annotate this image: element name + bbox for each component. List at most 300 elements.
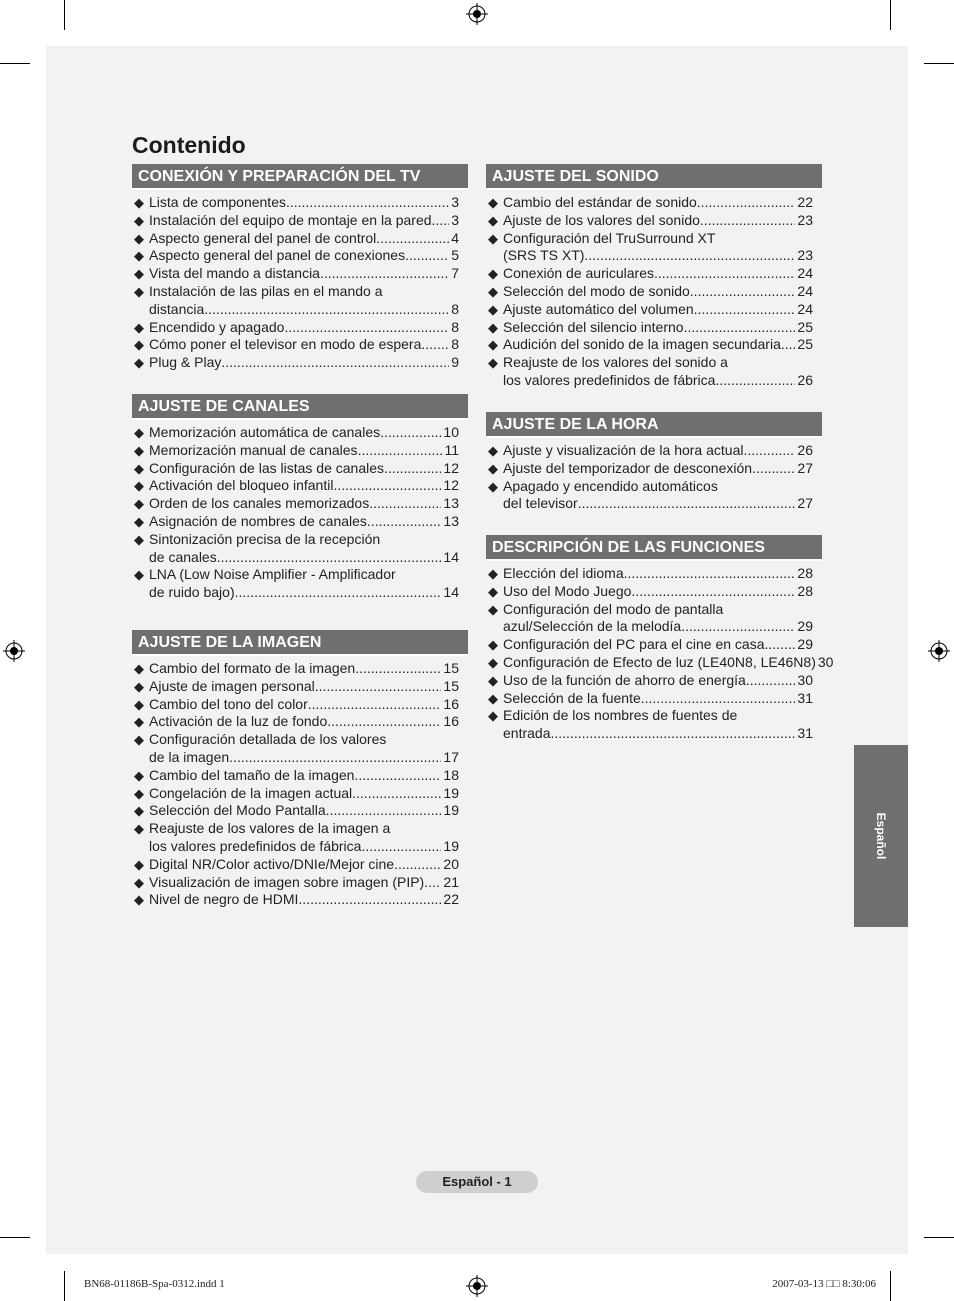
toc-entry-text: Audición del sonido de la imagen secundaria (503, 336, 781, 353)
dot-leader (715, 372, 795, 390)
toc-page-number: 16 (443, 713, 459, 730)
toc-page-number: 14 (443, 548, 459, 565)
toc-entry (132, 713, 468, 731)
toc-entry-line (149, 212, 459, 230)
toc-entry-text: Plug & Play (149, 354, 222, 371)
toc-page-number: 12 (443, 459, 459, 476)
dot-leader (694, 301, 796, 319)
toc-section-conexion (132, 164, 468, 372)
toc-entry-text: Visualización de imagen sobre imagen (PIP) (149, 873, 425, 890)
dot-leader (284, 319, 449, 337)
toc-page-number: 18 (443, 766, 459, 783)
toc-entry-text: Conexión de auriculares (503, 265, 654, 282)
toc-page-number: 9 (451, 354, 459, 371)
diamond-bullet-icon: ◆ (134, 478, 144, 494)
diamond-bullet-icon: ◆ (488, 212, 498, 228)
toc-page-number: 23 (797, 211, 813, 228)
toc-entry (132, 247, 468, 265)
toc-entry-text: Memorización manual de canales (149, 441, 358, 458)
toc-entry-line (149, 265, 459, 283)
toc-page-number: 19 (443, 784, 459, 801)
dot-leader (624, 565, 796, 583)
diamond-bullet-icon: ◆ (134, 531, 144, 547)
dot-leader (584, 247, 795, 265)
page-title: Contenido (132, 132, 246, 158)
toc-entry (132, 477, 468, 495)
diamond-bullet-icon: ◆ (134, 874, 144, 890)
crop-mark (64, 0, 65, 30)
diamond-bullet-icon: ◆ (488, 583, 498, 599)
dot-leader (681, 618, 795, 636)
toc-page-number: 27 (797, 459, 813, 476)
toc-entry-line (503, 319, 813, 337)
toc-page-number: 30 (797, 671, 813, 688)
registration-mark-icon (466, 3, 488, 25)
toc-list (132, 656, 468, 909)
dot-leader (352, 785, 441, 803)
toc-entry-line (503, 194, 813, 212)
toc-entry-text: Digital NR/Color activo/DNIe/Mejor cine (149, 855, 395, 872)
toc-entry-text: Reajuste de los valores del sonido a (503, 354, 728, 371)
registration-mark-icon (3, 640, 25, 662)
toc-entry-line (503, 372, 813, 390)
toc-entry-text: Cambio del tono del color (149, 695, 308, 712)
toc-entry-text: Elección del idioma (503, 565, 624, 581)
toc-entry-text: de ruido bajo) (149, 584, 235, 601)
toc-page-number: 22 (797, 194, 813, 210)
dot-leader (369, 495, 441, 513)
toc-entry (486, 265, 822, 283)
toc-entry-line (149, 230, 459, 248)
toc-entry-text: Ajuste de los valores del sonido (503, 211, 700, 228)
toc-entry (132, 785, 468, 803)
crop-mark (0, 1237, 30, 1238)
toc-entry (132, 566, 468, 602)
toc-entry-line (503, 442, 813, 460)
toc-page-number: 14 (443, 584, 459, 601)
toc-page-number: 25 (797, 336, 813, 353)
diamond-bullet-icon: ◆ (488, 283, 498, 299)
toc-entry-text: Congelación de la imagen actual (149, 784, 353, 801)
print-slug-file: BN68-01186B-Spa-0312.indd 1 (84, 1278, 225, 1290)
diamond-bullet-icon: ◆ (488, 690, 498, 706)
toc-entry (132, 802, 468, 820)
dot-leader (684, 319, 796, 337)
section-heading: CONEXIÓN Y PREPARACIÓN DEL TV (132, 164, 468, 190)
toc-entry-text: Reajuste de los valores de la imagen a (149, 820, 391, 837)
diamond-bullet-icon: ◆ (134, 856, 144, 872)
toc-entry-text: Configuración del TruSurround XT (503, 229, 716, 246)
diamond-bullet-icon: ◆ (488, 337, 498, 353)
dot-leader (697, 194, 796, 212)
toc-page-number: 15 (443, 677, 459, 694)
toc-entry-line (503, 618, 813, 636)
toc-entry (132, 442, 468, 460)
toc-page-number: 31 (797, 725, 813, 742)
toc-entry (486, 636, 822, 654)
toc-page-number: 16 (443, 695, 459, 712)
diamond-bullet-icon: ◆ (488, 708, 498, 724)
dot-leader (326, 802, 442, 820)
toc-entry-line (149, 319, 459, 337)
toc-entry (132, 767, 468, 785)
registration-mark-icon (466, 1275, 488, 1297)
toc-entry-text: Selección del silencio interno (503, 318, 684, 335)
dot-leader (320, 265, 449, 283)
diamond-bullet-icon: ◆ (134, 661, 144, 676)
toc-entry-line (149, 460, 459, 478)
dot-leader (355, 660, 441, 678)
toc-entry-line (149, 856, 459, 874)
diamond-bullet-icon: ◆ (134, 678, 144, 694)
toc-entry-line (503, 601, 813, 619)
toc-entry-text: Selección del modo de sonido (503, 282, 690, 299)
toc-entry (486, 478, 822, 514)
toc-entry-text: Selección de la fuente (503, 689, 641, 706)
language-side-tab-label: Español (874, 812, 888, 860)
toc-entry-line (503, 230, 813, 248)
toc-page-number: 5 (451, 247, 459, 264)
toc-page-number: 15 (443, 660, 459, 676)
toc-page-number: 20 (443, 855, 459, 872)
diamond-bullet-icon: ◆ (134, 892, 144, 908)
toc-entry (486, 601, 822, 637)
diamond-bullet-icon: ◆ (134, 425, 144, 440)
section-heading: AJUSTE DEL SONIDO (486, 164, 822, 190)
dot-leader (235, 584, 442, 602)
toc-page-number: 23 (797, 247, 813, 264)
section-heading: DESCRIPCIÓN DE LAS FUNCIONES (486, 535, 822, 561)
toc-entry-line (149, 820, 459, 838)
diamond-bullet-icon: ◆ (488, 230, 498, 246)
toc-entry-line (503, 653, 834, 672)
toc-entry (486, 442, 822, 460)
toc-entry-line (149, 891, 459, 909)
diamond-bullet-icon: ◆ (134, 230, 144, 246)
toc-entry-text: de la imagen (149, 748, 230, 765)
toc-list (486, 438, 822, 513)
toc-entry-line (149, 336, 459, 354)
toc-entry (486, 319, 822, 337)
toc-section-hora (486, 412, 822, 513)
diamond-bullet-icon: ◆ (488, 266, 498, 282)
crop-mark (890, 1271, 891, 1301)
toc-entry-line (149, 495, 459, 513)
toc-page-number: 24 (797, 282, 813, 299)
diamond-bullet-icon: ◆ (134, 714, 144, 730)
toc-entry-text: Orden de los canales memorizados (149, 495, 370, 512)
diamond-bullet-icon: ◆ (134, 442, 144, 458)
toc-section-funciones (486, 535, 834, 743)
diamond-bullet-icon: ◆ (134, 732, 144, 748)
toc-entry (486, 565, 822, 583)
toc-entry-text: Instalación del equipo de montaje en la pared (149, 211, 432, 228)
diamond-bullet-icon: ◆ (134, 355, 144, 371)
toc-entry-line (149, 660, 459, 678)
dot-leader (217, 549, 442, 567)
toc-entry (132, 319, 468, 337)
dot-leader (354, 767, 441, 785)
toc-entry-line (503, 565, 813, 583)
toc-entry (486, 672, 822, 690)
toc-entry-text: Configuración del PC para el cine en casa (503, 636, 765, 653)
diamond-bullet-icon: ◆ (488, 319, 498, 335)
dot-leader (421, 336, 449, 354)
toc-entry-text: Vista del mando a distancia (149, 265, 320, 282)
toc-entry-line (149, 424, 459, 442)
dot-leader (432, 212, 450, 230)
toc-entry (486, 212, 822, 230)
toc-page-number: 29 (797, 618, 813, 635)
toc-section-imagen (132, 630, 468, 909)
toc-entry-text: Ajuste y visualización de la hora actual (503, 442, 744, 458)
toc-section-canales (132, 394, 468, 602)
toc-entry (132, 678, 468, 696)
toc-entry-line (149, 767, 459, 785)
dot-leader (221, 354, 449, 372)
toc-list (132, 420, 468, 602)
toc-entry (132, 891, 468, 909)
toc-entry-line (149, 696, 459, 714)
toc-entry-line (503, 478, 813, 496)
toc-list (486, 561, 834, 743)
toc-page-number: 27 (797, 495, 813, 512)
toc-entry-text: Cambio del estándar de sonido (503, 194, 697, 210)
toc-entry (132, 874, 468, 892)
toc-page-number: 30 (817, 653, 834, 670)
diamond-bullet-icon: ◆ (134, 785, 144, 801)
diamond-bullet-icon: ◆ (488, 478, 498, 494)
dot-leader (424, 874, 441, 892)
toc-entry-line (503, 283, 813, 301)
toc-entry-text: del televisor (503, 495, 578, 512)
toc-entry-text: Aspecto general del panel de control (149, 229, 377, 246)
toc-entry (132, 531, 468, 567)
toc-entry (132, 495, 468, 513)
toc-entry (132, 354, 468, 372)
toc-entry-text: Sintonización precisa de la recepción (149, 530, 381, 547)
diamond-bullet-icon: ◆ (134, 319, 144, 335)
toc-entry-line (149, 713, 459, 731)
dot-leader (405, 247, 449, 265)
toc-page-number: 8 (451, 318, 459, 335)
toc-page-number: 13 (443, 512, 459, 529)
dot-leader (690, 283, 796, 301)
toc-entry (486, 583, 822, 601)
diamond-bullet-icon: ◆ (134, 567, 144, 583)
dot-leader (229, 749, 441, 767)
toc-entry-text: Instalación de las pilas en el mando a (149, 282, 383, 299)
toc-entry-line (149, 785, 459, 803)
toc-entry-line (149, 513, 459, 531)
toc-page-number: 29 (797, 636, 813, 653)
toc-entry-line (503, 212, 813, 230)
toc-entry (486, 354, 822, 390)
toc-page-number: 10 (443, 424, 459, 440)
toc-entry-line (149, 549, 459, 567)
diamond-bullet-icon: ◆ (134, 767, 144, 783)
toc-entry-text: azul/Selección de la melodía (503, 618, 682, 635)
diamond-bullet-icon: ◆ (134, 212, 144, 228)
dot-leader (327, 713, 441, 731)
toc-entry-line (149, 874, 459, 892)
diamond-bullet-icon: ◆ (488, 672, 498, 688)
dot-leader (315, 678, 442, 696)
toc-entry (132, 460, 468, 478)
toc-entry-line (503, 583, 813, 601)
toc-entry (132, 696, 468, 714)
crop-mark (0, 63, 30, 64)
toc-entry-text: Ajuste automático del volumen (503, 300, 694, 317)
diamond-bullet-icon: ◆ (488, 601, 498, 617)
crop-mark (890, 0, 891, 30)
toc-entry-line (149, 584, 459, 602)
dot-leader (578, 495, 796, 513)
toc-page-number: 26 (797, 442, 813, 458)
dot-leader (550, 725, 795, 743)
toc-entry-text: Selección del Modo Pantalla (149, 802, 326, 819)
toc-entry-line (149, 477, 459, 495)
toc-entry-line (503, 247, 813, 265)
toc-entry-text: Encendido y apagado (149, 318, 285, 335)
toc-entry-text: Edición de los nombres de fuentes de (503, 707, 738, 724)
dot-leader (641, 690, 796, 708)
toc-entry-line (149, 838, 459, 856)
toc-entry-line (503, 301, 813, 319)
diamond-bullet-icon: ◆ (488, 460, 498, 476)
toc-entry-text: Asignación de nombres de canales (149, 512, 367, 529)
dot-leader (361, 838, 441, 856)
toc-page-number: 19 (443, 802, 459, 819)
diamond-bullet-icon: ◆ (134, 283, 144, 299)
toc-entry-text: los valores predefinidos de fábrica (503, 371, 716, 388)
dot-leader (781, 336, 796, 354)
toc-entry-line (503, 636, 813, 654)
toc-page-number: 24 (797, 265, 813, 282)
diamond-bullet-icon: ◆ (488, 301, 498, 317)
toc-entry (132, 336, 468, 354)
dot-leader (700, 212, 796, 230)
diamond-bullet-icon: ◆ (488, 637, 498, 653)
diamond-bullet-icon: ◆ (488, 355, 498, 371)
dot-leader (286, 194, 449, 212)
toc-entry (486, 460, 822, 478)
dot-leader (204, 301, 449, 319)
toc-entry-line (503, 672, 813, 690)
dot-leader (308, 696, 442, 714)
diamond-bullet-icon: ◆ (134, 248, 144, 264)
diamond-bullet-icon: ◆ (134, 821, 144, 837)
toc-entry-line (149, 531, 459, 549)
toc-list (486, 190, 822, 390)
toc-entry (132, 283, 468, 319)
toc-entry-line (503, 336, 813, 354)
toc-entry-text: de canales (149, 548, 217, 565)
diamond-bullet-icon: ◆ (134, 803, 144, 819)
toc-page-number: 19 (443, 837, 459, 854)
toc-entry-line (149, 566, 459, 584)
toc-entry-text: (SRS TS XT) (503, 247, 585, 264)
diamond-bullet-icon: ◆ (134, 460, 144, 476)
toc-entry (132, 424, 468, 442)
toc-entry-text: Nivel de negro de HDMI (149, 891, 299, 908)
toc-entry-line (149, 354, 459, 372)
page-number-badge: Español - 1 (416, 1171, 538, 1193)
diamond-bullet-icon: ◆ (488, 566, 498, 581)
toc-entry-line (149, 731, 459, 749)
toc-entry-line (503, 495, 813, 513)
diamond-bullet-icon: ◆ (488, 654, 498, 670)
toc-entry-line (149, 301, 459, 319)
dot-leader (358, 442, 443, 460)
toc-entry-text: los valores predefinidos de fábrica (149, 837, 362, 854)
toc-entry (132, 660, 468, 678)
toc-entry (132, 513, 468, 531)
toc-entry (486, 690, 822, 708)
toc-entry (486, 653, 834, 672)
toc-entry (132, 856, 468, 874)
toc-page-number: 13 (443, 495, 459, 512)
toc-entry-text: Cambio del tamaño de la imagen (149, 766, 355, 783)
toc-entry (486, 301, 822, 319)
dot-leader (376, 230, 449, 248)
toc-page-number: 21 (443, 873, 459, 890)
toc-entry-line (149, 678, 459, 696)
toc-entry (486, 230, 822, 266)
toc-entry (132, 820, 468, 856)
toc-entry-text: Configuración del modo de pantalla (503, 600, 724, 617)
toc-page-number: 26 (797, 371, 813, 388)
toc-entry-line (149, 194, 459, 212)
toc-entry-text: Aspecto general del panel de conexiones (149, 247, 406, 264)
toc-entry (132, 731, 468, 767)
dot-leader (384, 460, 441, 478)
toc-entry-text: Cambio del formato de la imagen (149, 660, 356, 676)
toc-page-number: 8 (451, 336, 459, 353)
diamond-bullet-icon: ◆ (134, 266, 144, 282)
toc-page-number: 28 (797, 565, 813, 581)
dot-leader (743, 442, 795, 460)
toc-page-number: 12 (443, 477, 459, 494)
dot-leader (380, 424, 441, 442)
toc-page-number: 4 (451, 229, 459, 246)
diamond-bullet-icon: ◆ (134, 496, 144, 512)
dot-leader (746, 672, 796, 690)
toc-entry-text: Lista de componentes (149, 194, 286, 210)
toc-entry-line (503, 690, 813, 708)
toc-entry-text: Uso del Modo Juego (503, 582, 632, 599)
dot-leader (631, 583, 795, 601)
dot-leader (654, 265, 795, 283)
dot-leader (367, 513, 442, 531)
toc-entry-text: Activación de la luz de fondo (149, 713, 328, 730)
toc-entry-line (149, 247, 459, 265)
toc-entry (486, 194, 822, 212)
toc-entry-line (149, 283, 459, 301)
toc-list (132, 190, 468, 372)
toc-entry (132, 265, 468, 283)
toc-page-number: 11 (444, 441, 459, 458)
toc-entry (486, 707, 822, 743)
toc-entry-text: entrada (503, 725, 551, 742)
crop-mark (924, 63, 954, 64)
toc-entry-text: Configuración de las listas de canales (149, 459, 385, 476)
toc-entry-text: Cómo poner el televisor en modo de espera (149, 336, 422, 353)
toc-entry (486, 336, 822, 354)
toc-entry-text: Ajuste del temporizador de desconexión (503, 459, 753, 476)
dot-leader (394, 856, 441, 874)
toc-entry-text: Memorización automática de canales (149, 424, 381, 440)
